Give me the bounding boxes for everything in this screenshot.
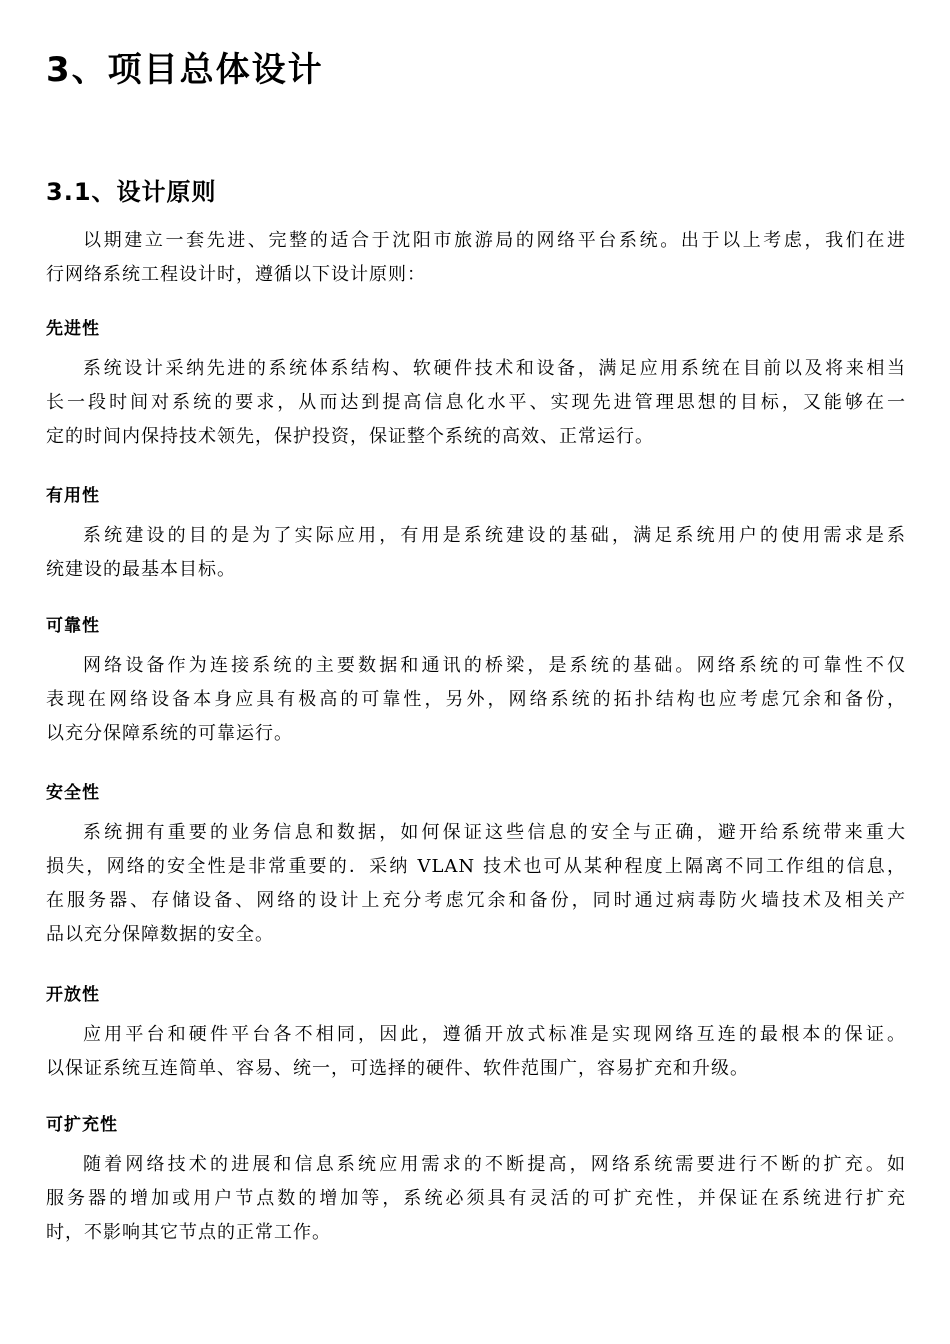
section-title: 3.1、设计原则 [46, 178, 217, 206]
principle-heading-advanced: 先进性 [46, 319, 100, 339]
paragraph-line: 系统设计采纳先进的系统体系结构、软硬件技术和设备，满足应用系统在目前以及将来相当 [83, 358, 906, 379]
paragraph-line: 网络设备作为连接系统的主要数据和通讯的桥梁，是系统的基础。网络系统的可靠性不仅 [83, 655, 906, 676]
paragraph-line: 品以充分保障数据的安全。 [46, 924, 274, 945]
principle-paragraph-security [46, 816, 906, 952]
principle-paragraph-reliability [46, 649, 906, 751]
paragraph-line: 在服务器、存储设备、网络的设计上充分考虑冗余和备份，同时通过病毒防火墙技术及相关产 [46, 890, 906, 911]
principle-paragraph-usefulness [46, 519, 906, 587]
principle-heading-security: 安全性 [46, 783, 100, 803]
principle-heading-usefulness: 有用性 [46, 486, 100, 506]
paragraph-line: 时，不影响其它节点的正常工作。 [46, 1222, 331, 1243]
paragraph-line: 系统拥有重要的业务信息和数据，如何保证这些信息的安全与正确，避开给系统带来重大 [83, 822, 906, 843]
intro-line: 以期建立一套先进、完整的适合于沈阳市旅游局的网络平台系统。出于以上考虑，我们在进 [83, 230, 906, 251]
paragraph-line: 应用平台和硬件平台各不相同，因此，遵循开放式标准是实现网络互连的最根本的保证。 [83, 1024, 906, 1045]
paragraph-line: 服务器的增加或用户节点数的增加等，系统必须具有灵活的可扩充性，并保证在系统进行扩充 [46, 1188, 906, 1209]
paragraph-line: 损失，网络的安全性是非常重要的．采纳 VLAN 技术也可从某种程度上隔离不同工作组的信息， [46, 856, 906, 877]
paragraph-line: 长一段时间对系统的要求，从而达到提高信息化水平、实现先进管理思想的目标，又能够在一 [46, 392, 906, 413]
paragraph-line: 定的时间内保持技术领先，保护投资，保证整个系统的高效、正常运行。 [46, 426, 654, 447]
principle-paragraph-openness [46, 1018, 906, 1086]
principle-heading-openness: 开放性 [46, 985, 100, 1005]
principle-heading-reliability: 可靠性 [46, 616, 100, 636]
paragraph-line: 以保证系统互连简单、容易、统一，可选择的硬件、软件范围广，容易扩充和升级。 [46, 1058, 749, 1079]
intro-line: 行网络系统工程设计时，遵循以下设计原则： [46, 264, 426, 285]
chapter-title: 3、项目总体设计 [46, 50, 324, 90]
paragraph-line: 以充分保障系统的可靠运行。 [46, 723, 293, 744]
paragraph-line: 系统建设的目的是为了实际应用，有用是系统建设的基础，满足系统用户的使用需求是系 [83, 525, 906, 546]
intro-paragraph [46, 224, 906, 292]
principle-paragraph-scalability [46, 1148, 906, 1250]
paragraph-line: 统建设的最基本目标。 [46, 559, 236, 580]
paragraph-line: 表现在网络设备本身应具有极高的可靠性，另外，网络系统的拓扑结构也应考虑冗余和备份， [46, 689, 906, 710]
principle-paragraph-advanced [46, 352, 906, 454]
principle-heading-scalability: 可扩充性 [46, 1115, 118, 1135]
paragraph-line: 随着网络技术的进展和信息系统应用需求的不断提高，网络系统需要进行不断的扩充。如 [83, 1154, 906, 1175]
